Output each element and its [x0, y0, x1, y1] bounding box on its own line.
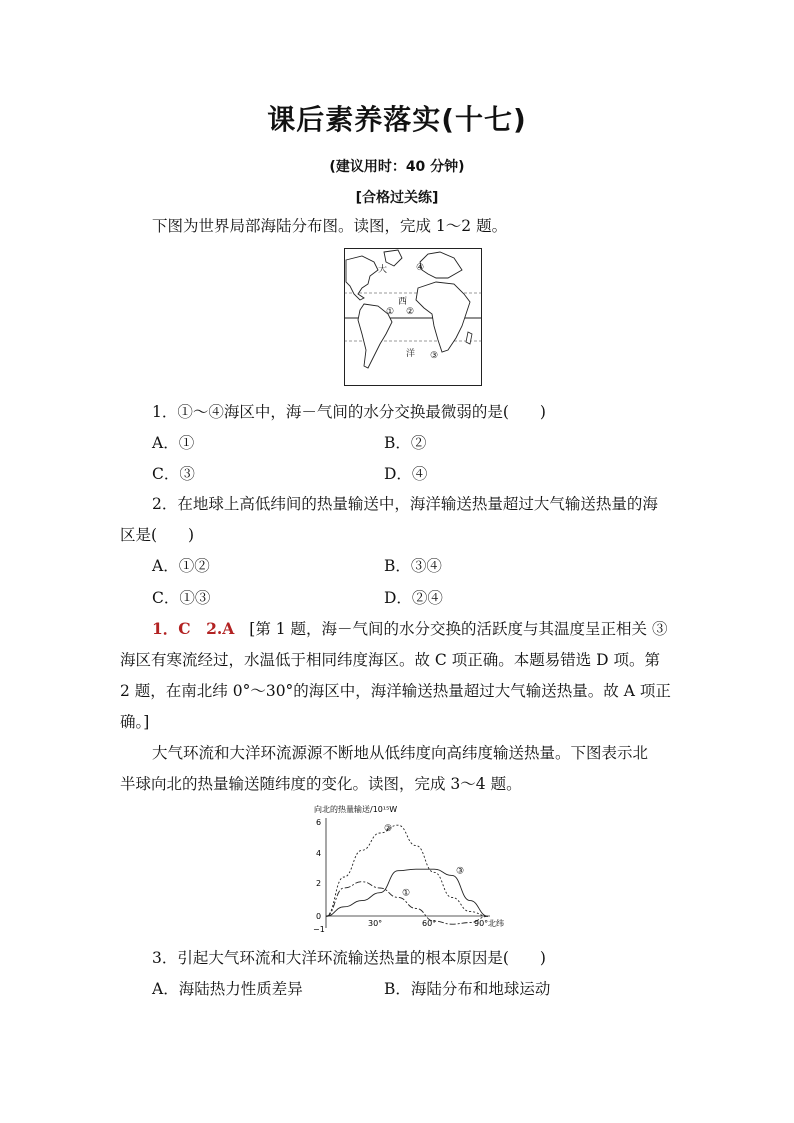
- chart-series-group: [326, 824, 488, 924]
- q3-option-a: A．海陆热力性质差异: [152, 980, 303, 998]
- intro-q1-2: 下图为世界局部海陆分布图。读图，完成 1～2 题。: [152, 217, 508, 235]
- q3-stem: 3．引起大气环流和大洋环流输送热量的根本原因是( ): [152, 949, 546, 967]
- q2-stem-line2: 区是( ): [120, 526, 195, 544]
- q1-option-a: A．①: [152, 434, 195, 452]
- q2-option-b: B．③④: [384, 557, 442, 575]
- map-marker-1: ①: [386, 307, 395, 317]
- chart-y-tick-0: 0: [316, 912, 322, 921]
- page-title: 课后素养落实(十七): [267, 103, 527, 136]
- chart-y-tick-6: 6: [316, 818, 322, 827]
- map-label-da: 大: [378, 265, 388, 275]
- section-heading: [合格过关练]: [355, 190, 439, 206]
- answer-12-line4: 确。]: [120, 713, 150, 731]
- q3-option-b: B．海陆分布和地球运动: [384, 980, 551, 998]
- q2-option-c: C．①③: [152, 589, 211, 607]
- ocean-map: [344, 248, 482, 386]
- time-note: (建议用时：40 分钟): [329, 159, 465, 175]
- map-marker-3: ③: [430, 351, 439, 361]
- answer-12-text-line1: [第 1 题，海－气间的水分交换的活跃度与其温度呈正相关 ③: [249, 620, 668, 638]
- answer-12-line2: 海区有寒流经过，水温低于相同纬度海区。故 C 项正确。本题易错选 D 项。第: [120, 651, 660, 669]
- chart-y-tick-2: 2: [316, 879, 322, 888]
- answer-12-line3: 2 题，在南北纬 0°～30°的海区中，海洋输送热量超过大气输送热量。故 A 项正: [120, 682, 671, 700]
- chart-x-tick-60: 60°: [422, 919, 437, 928]
- chart-y-tick-4: 4: [316, 849, 322, 858]
- chart-series-label-1: ①: [402, 888, 411, 899]
- q1-option-d: D．④: [384, 465, 428, 483]
- intro-q3-4-line2: 半球向北的热量输送随纬度的变化。读图，完成 3～4 题。: [120, 775, 522, 793]
- intro-q3-4-line1: 大气环流和大洋环流源源不断地从低纬度向高纬度输送热量。下图表示北: [152, 744, 649, 762]
- q2-stem-line1: 2．在地球上高低纬间的热量输送中，海洋输送热量超过大气输送热量的海: [152, 495, 658, 513]
- q2-option-d: D．②④: [384, 589, 443, 607]
- q1-option-b: B．②: [384, 434, 427, 452]
- chart-y-tick-neg1: −1: [313, 925, 325, 934]
- q2-option-a: A．①②: [152, 557, 210, 575]
- map-label-xi: 西: [398, 297, 408, 307]
- q1-stem: 1．①～④海区中，海－气间的水分交换最微弱的是( ): [152, 403, 546, 421]
- chart-series-label-2: ②: [384, 824, 393, 834]
- chart-series-label-3: ③: [456, 866, 465, 877]
- chart-x-tick-90: 90°: [474, 919, 489, 928]
- heat-transport-chart: [312, 802, 522, 934]
- map-marker-4: ④: [416, 263, 425, 273]
- chart-x-tick-30: 30°: [368, 919, 383, 928]
- chart-y-axis-label: 向北的热量输送/10¹⁵W: [314, 805, 398, 814]
- chart-x-axis-label: 北纬: [488, 919, 504, 928]
- map-marker-2: ②: [406, 307, 415, 317]
- answer-12-line1: [152, 619, 667, 639]
- q1-option-c: C．③: [152, 465, 195, 483]
- map-label-yang: 洋: [406, 349, 416, 359]
- answer-12-label: 1．C 2.A: [152, 619, 235, 638]
